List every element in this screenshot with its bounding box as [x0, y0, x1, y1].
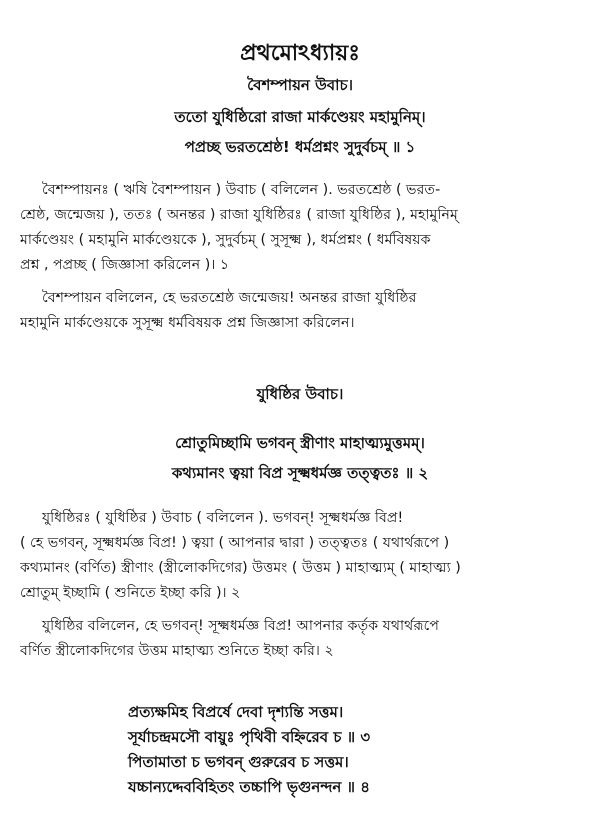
verse-line: ততো যুধিষ্ঠিরো রাজা মার্কণ্ডেয়ং মহামুনিম্। [174, 108, 426, 126]
translation-line: মহামুনি মার্কণ্ডেয়কে সুসূক্ষ্ম ধর্মবিষয়ক প্রশ্ন জিজ্ঞাসা করিলেন। [20, 315, 355, 331]
verse-line: যচ্চান্যদ্দেববিহিতং তচ্চাপি ভৃগুনন্দন ॥ ৪ [128, 778, 370, 796]
verse-line: সূর্যাচন্দ্রমসৌ বায়ুঃ পৃথিবী বহ্নিরেব চ ॥ ৩ [128, 728, 371, 746]
verse-line: প্রত্যক্ষমিহ বিপ্রর্ষে দেবা দৃশ্যন্তি সত্তম। [128, 703, 344, 721]
translation-line: বৈশম্পায়ন বলিলেন, হে ভরতশ্রেষ্ঠ জন্মেজয়! অনন্তর রাজা যুধিষ্ঠির [42, 290, 417, 306]
translation-line: যুধিষ্ঠির বলিলেন, হে ভগবন্! সূক্ষ্মধর্মজ্ঞ বিপ্র! আপনার কর্তৃক যথার্থরূপে [42, 618, 440, 634]
gloss-line: প্রশ্ন , পপ্রচ্ছ ( জিজ্ঞাসা করিলেন )। ১ [20, 257, 230, 273]
verse-line: পপ্রচ্ছ ভরতশ্রেষ্ঠ! ধর্মপ্রশ্নং সুদুর্বচম্ ॥ ১ [184, 138, 416, 156]
gloss-line: শ্রোতুম্ ইচ্ছামি ( শুনিতে ইচ্ছা করি )। ২ [20, 585, 241, 601]
gloss-paragraph [20, 506, 580, 606]
speaker-heading: যুধিষ্ঠির উবাচ। [256, 385, 344, 403]
gloss-line: শ্রেষ্ঠ, জন্মেজয় ), ততঃ ( অনন্তর ) রাজা যুধিষ্ঠিরঃ ( রাজা যুধিষ্ঠির ), মহামুনিম্ [20, 207, 458, 223]
chapter-title: প্রথমোঽধ্যায়ঃ [240, 41, 360, 66]
gloss-paragraph [20, 178, 580, 278]
verse-line: শ্রোতুমিচ্ছামি ভগবন্ স্ত্রীণাং মাহাত্ম্যমুত্তমম্। [175, 434, 425, 452]
gloss-line: কথ্যমানং (বর্ণিত) স্ত্রীণাং (স্ত্রীলোকদিগের) উত্তমং ( উত্তম ) মাহাত্ম্যম্ ( মাহাত্ম্য ) [20, 560, 461, 576]
verse-block [128, 700, 588, 800]
verse-line: পিতামাতা চ ভগবন্ গুরুরেব চ সত্তম। [128, 753, 349, 771]
gloss-line: বৈশম্পায়নঃ ( ঋষি বৈশম্পায়ন ) উবাচ ( বলিলেন ). ভরতশ্রেষ্ঠ ( ভরত- [42, 182, 441, 198]
verse-line: কথ্যমানং ত্বয়া বিপ্র সূক্ষ্মধর্মজ্ঞ তত্ত্বতঃ ॥ ২ [171, 464, 429, 482]
speaker-heading: বৈশম্পায়ন উবাচ। [247, 76, 353, 94]
translation-line: বর্ণিত স্ত্রীলোকদিগের উত্তম মাহাত্ম্য শুনিতে ইচ্ছা করি। ২ [20, 643, 334, 659]
gloss-line: যুধিষ্ঠিরঃ ( যুধিষ্ঠির ) উবাচ ( বলিলেন ). ভগবন্! সূক্ষ্মধর্মজ্ঞ বিপ্র! [42, 510, 404, 526]
translation-paragraph [20, 614, 580, 664]
translation-paragraph [20, 286, 580, 336]
gloss-line: মার্কণ্ডেয়ং ( মহামুনি মার্কণ্ডেয়কে ), সুদুর্বচম্ ( সুসূক্ষ্ম ), ধর্মপ্রশ্নং ( ধর্মবিষয়ক [20, 232, 431, 248]
gloss-line: ( হে ভগবন্, সূক্ষ্মধর্মজ্ঞ বিপ্র! ) ত্বয়া ( আপনার দ্বারা ) তত্ত্বতঃ ( যথার্থরূপে ) [20, 535, 450, 551]
